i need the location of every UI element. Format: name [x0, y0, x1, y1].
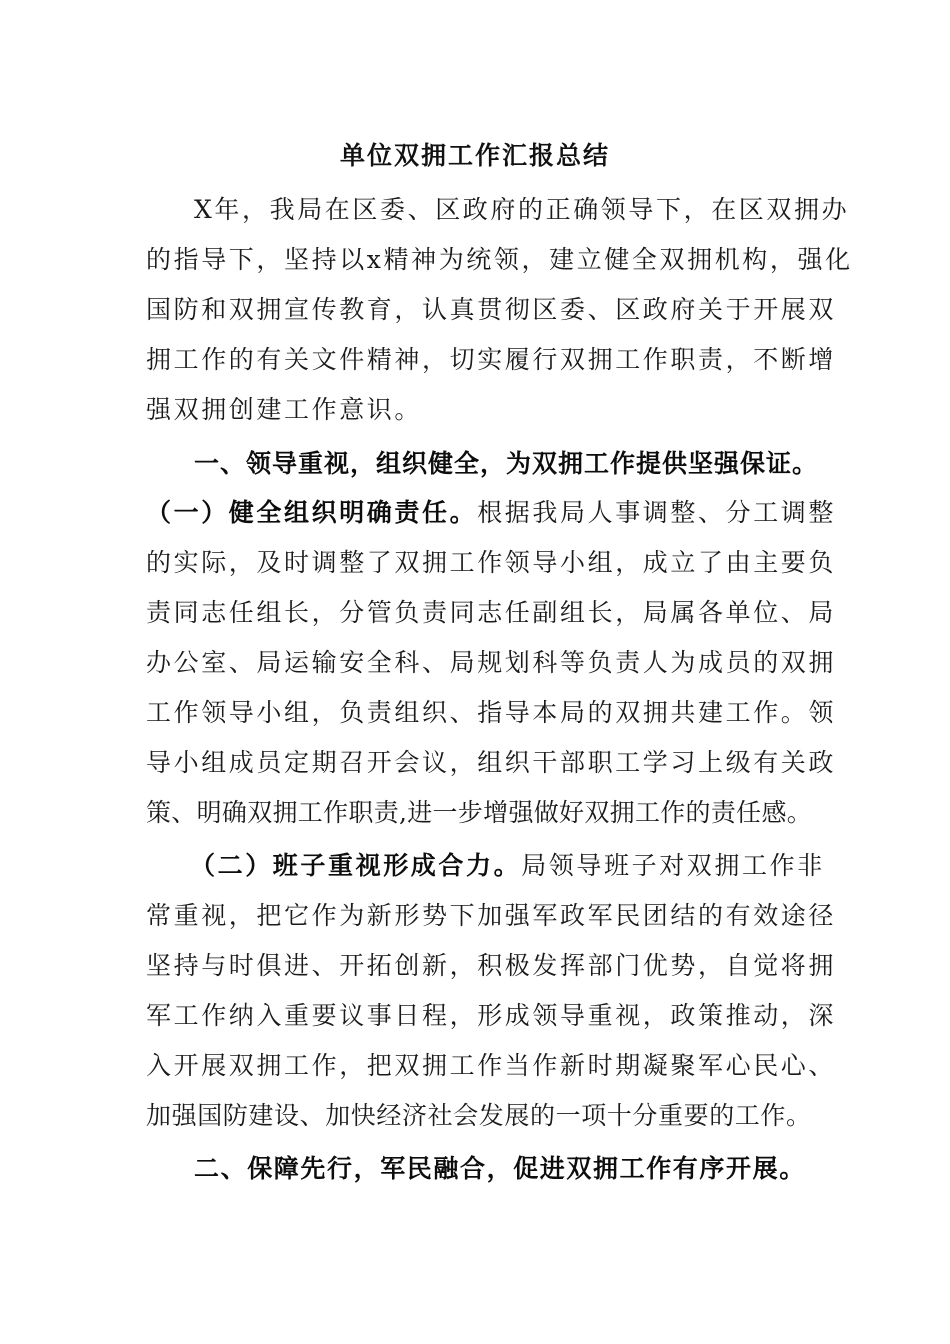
paragraph-line: 国防和双拥宣传教育，认真贯彻区委、区政府关于开展双: [146, 295, 837, 324]
paragraph-line: 的指导下，坚持以x精神为统领，建立健全双拥机构，强化: [146, 245, 853, 274]
paragraph-line: 入开展双拥工作，把双拥工作当作新时期凝聚军心民心、: [146, 1051, 837, 1080]
document-title: 单位双拥工作汇报总结: [339, 141, 610, 170]
paragraph-line: 军工作纳入重要议事日程，形成领导重视，政策推动，深: [146, 1001, 837, 1030]
subsection-2-text: 局领导班子对双拥工作非: [521, 851, 825, 880]
subsection-1-line: [146, 493, 837, 533]
subsection-2-line: [146, 846, 825, 886]
section-heading-2: 二、保障先行，军民融合，促进双拥工作有序开展。: [194, 1154, 806, 1183]
subsection-1-text: 根据我局人事调整、分工调整: [477, 498, 837, 527]
paragraph-line: 策、明确双拥工作职责,进一步增强做好双拥工作的责任感。: [146, 798, 813, 827]
paragraph-line: 强双拥创建工作意识。: [146, 395, 423, 424]
paragraph-line: 常重视，把它作为新形势下加强军政军民团结的有效途径: [146, 901, 837, 930]
paragraph-line: 导小组成员定期召开会议，组织干部职工学习上级有关政: [146, 748, 837, 777]
paragraph-line: 的实际，及时调整了双拥工作领导小组，成立了由主要负: [146, 548, 837, 577]
paragraph-line: 办公室、局运输安全科、局规划科等负责人为成员的双拥: [146, 648, 837, 677]
subsection-1-heading: （一）健全组织明确责任。: [146, 498, 478, 527]
paragraph-line: 工作领导小组，负责组织、指导本局的双拥共建工作。领: [146, 698, 837, 727]
paragraph-line: 加强国防建设、加快经济社会发展的一项十分重要的工作。: [146, 1101, 812, 1130]
paragraph-line: 坚持与时俱进、开拓创新，积极发挥部门优势，自觉将拥: [146, 951, 837, 980]
section-heading-1: 一、领导重视，组织健全，为双拥工作提供坚强保证。: [194, 449, 819, 478]
paragraph-line: 责同志任组长，分管负责同志任副组长，局属各单位、局: [146, 598, 837, 627]
paragraph-line: 拥工作的有关文件精神，切实履行双拥工作职责，不断增: [146, 345, 837, 374]
paragraph-line: X年，我局在区委、区政府的正确领导下，在区双拥办: [194, 195, 850, 224]
subsection-2-heading: （二）班子重视形成合力。: [190, 851, 522, 880]
